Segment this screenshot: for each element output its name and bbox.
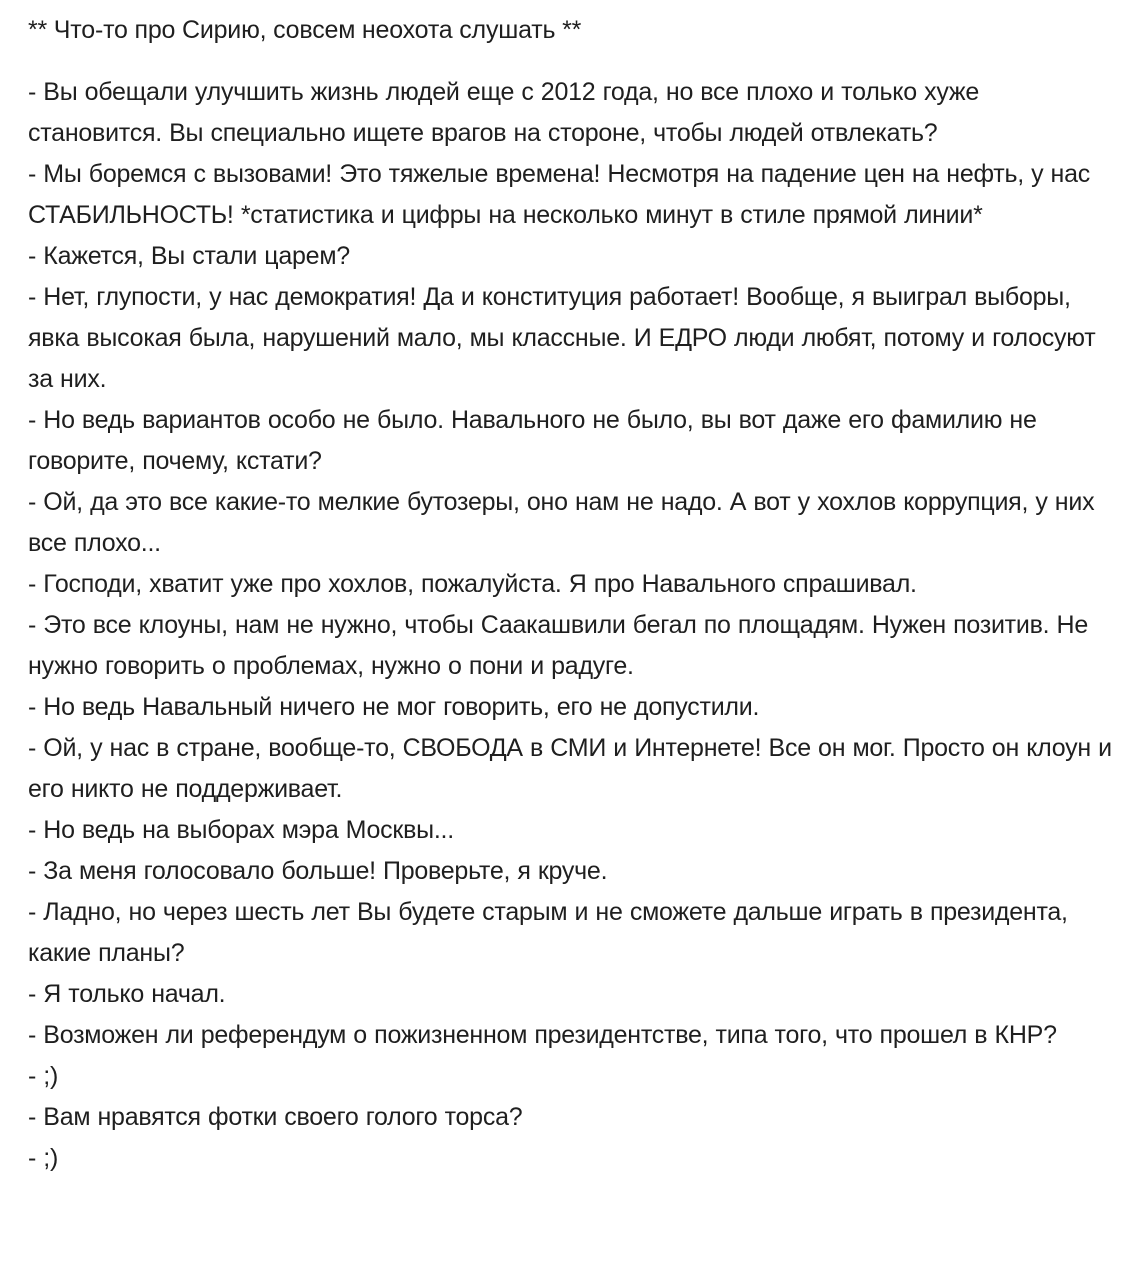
dialogue-line: - Кажется, Вы стали царем? <box>28 242 350 270</box>
dialogue-line: - ;) <box>28 1144 59 1172</box>
dialogue-line: - Вы обещали улучшить жизнь людей еще с 2012 года, но все плохо и только хуже становится. Вы специально ищете врагов на стороне, чтобы людей отвлекать? <box>28 78 980 147</box>
dialogue-line: - Вам нравятся фотки своего голого торса? <box>28 1103 523 1131</box>
dialogue-line: - Ой, да это все какие-то мелкие бутозеры, оно нам не надо. А вот у хохлов коррупция, у них все плохо... <box>28 488 1095 557</box>
post-header: ** Что-то про Сирию, совсем неохота слушать ** <box>28 16 582 44</box>
post-body <box>28 10 1120 1179</box>
dialogue-line: - За меня голосовало больше! Проверьте, я круче. <box>28 857 608 885</box>
dialogue-line: - Ладно, но через шесть лет Вы будете старым и не сможете дальше играть в президента, какие планы? <box>28 898 1068 967</box>
dialogue-line: - Мы боремся с вызовами! Это тяжелые времена! Несмотря на падение цен на нефть, у нас СТАБИЛЬНОСТЬ! *статистика и цифры на несколько минут в стиле прямой линии* <box>28 160 1091 229</box>
dialogue-line: - Но ведь на выборах мэра Москвы... <box>28 816 454 844</box>
dialogue-line: - ;) <box>28 1062 59 1090</box>
dialogue-line: - Возможен ли референдум о пожизненном президентстве, типа того, что прошел в КНР? <box>28 1021 1057 1049</box>
dialogue-line: - Я только начал. <box>28 980 226 1008</box>
dialogue-list <box>28 72 1120 1179</box>
dialogue-line: - Но ведь Навальный ничего не мог говорить, его не допустили. <box>28 693 760 721</box>
dialogue-line: - Нет, глупости, у нас демократия! Да и конституция работает! Вообще, я выиграл выборы, явка высокая была, нарушений мало, мы классные. И ЕДРО люди любят, потому и голосуют за них. <box>28 283 1096 393</box>
dialogue-line: - Это все клоуны, нам не нужно, чтобы Саакашвили бегал по площадям. Нужен позитив. Не нужно говорить о проблемах, нужно о пони и радуге. <box>28 611 1088 680</box>
dialogue-line: - Но ведь вариантов особо не было. Навального не было, вы вот даже его фамилию не говорите, почему, кстати? <box>28 406 1037 475</box>
dialogue-line: - Господи, хватит уже про хохлов, пожалуйста. Я про Навального спрашивал. <box>28 570 917 598</box>
dialogue-line: - Ой, у нас в стране, вообще-то, СВОБОДА в СМИ и Интернете! Все он мог. Просто он клоун и его никто не поддерживает. <box>28 734 1112 803</box>
